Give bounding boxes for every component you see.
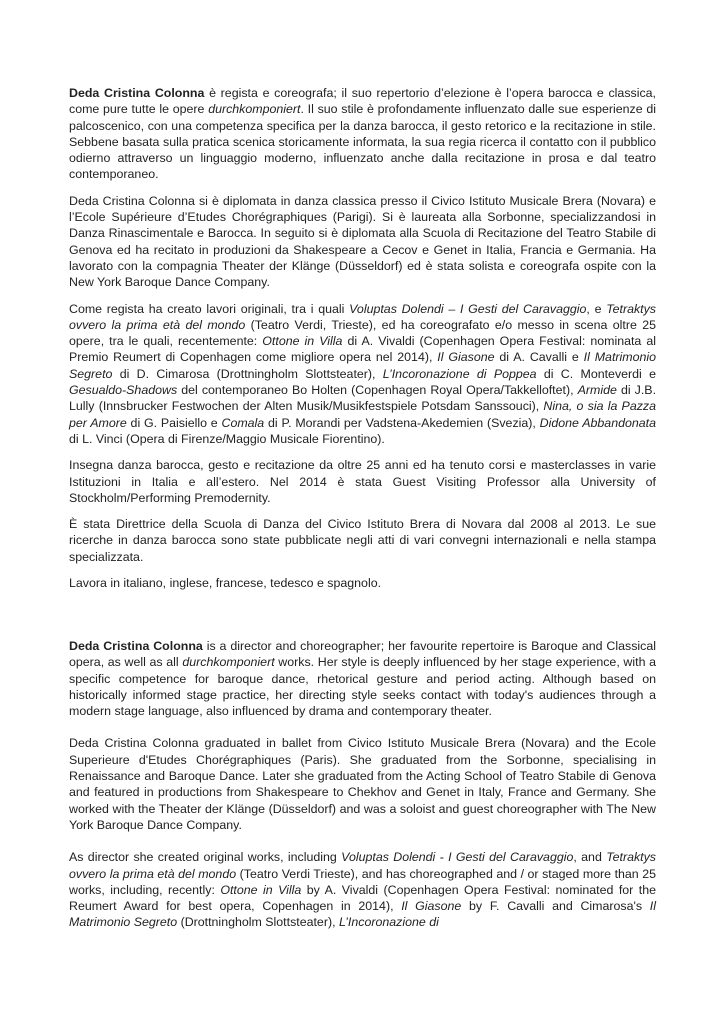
italic-title: Tetraktys ovvero la prima età del mondo — [69, 850, 656, 881]
italic-title: Ottone in Villa — [262, 334, 343, 349]
italic-title: Ottone in Villa — [220, 882, 302, 897]
text-run: , e — [586, 301, 607, 316]
text-run: works. Her style is deeply influenced by her stage experience, with a specific competence for baroque dance, rhetorical gesture and period acting. Although based on historically informed stage practice, her directing style seeks contact with today's audiences through a modern stage language, also influenced by drama and contemporary theater. — [69, 655, 657, 719]
text-run: Insegna danza barocca, gesto e recitazione da oltre 25 anni ed ha tenuto corsi e masterclasses in varie Istituzioni in Italia e all’estero. Nel 2014 è stata Guest Visiting Professor alla University of Stockholm/Performing Premodernity. — [69, 458, 656, 505]
text-run: (Teatro Verdi Trieste), and has choreographed and / or staged more than 25 works, including, recently: — [69, 866, 656, 897]
italic-title: Il Matrimonio Segreto — [69, 899, 656, 930]
italic-title: Comala — [221, 415, 265, 430]
italic-title: Tetraktys ovvero la prima età del mondo — [69, 301, 656, 332]
text-run: di D. Cimarosa (Drottningholm Slottsteater), — [112, 366, 383, 381]
text-run: di J.B. Lully (Innsbrucker Festwochen der Alten Musik/Musikfestspiele Potsdam Sanssouci), — [69, 383, 657, 414]
bold-name: Deda Cristina Colonna — [69, 86, 205, 100]
italic-title: L’Incoronazione di — [338, 915, 439, 930]
italic-title: Il Matrimonio Segreto — [69, 350, 657, 381]
text-run: è regista e coreografa; il suo repertorio d’elezione è l’opera barocca e classica, come pure tutte le opere — [69, 86, 656, 117]
italian-bio-paragraph-3 — [69, 301, 656, 448]
italian-bio-paragraph-1 — [69, 85, 656, 183]
text-run: by F. Cavalli and Cimarosa's — [461, 899, 650, 914]
italic-title: Armide — [577, 383, 617, 398]
italic-title: durchkomponiert — [182, 655, 275, 670]
text-run: È stata Direttrice della Scuola di Danza del Civico Istituto Brera di Novara dal 2008 al 2013. Le sue ricerche in danza barocca sono state pubblicate negli atti di vari convegni internazionali e nella stampa specializzata. — [69, 517, 656, 564]
text-run: , and — [573, 850, 607, 865]
italian-bio-paragraph-4 — [69, 457, 656, 506]
text-run: (Teatro Verdi, Trieste), ed ha coreografato e/o messo in scena oltre 25 opere, tra le quali, recentemente: — [69, 317, 656, 349]
bold-name: Deda Cristina Colonna — [69, 639, 203, 653]
text-run: di A. Cavalli e — [494, 350, 584, 365]
italic-title: L’Incoronazione di Poppea — [382, 366, 537, 381]
text-run: del contemporaneo Bo Holten (Copenhagen Royal Opera/Takkelloftet), — [177, 383, 578, 398]
text-run: Deda Cristina Colonna si è diplomata in danza classica presso il Civico Istituto Musicale Brera (Novara) e l’Ecole Supérieure d’Etudes Chorégraphiques (Parigi). Si è laureata alla Sorbonne, specializzandosi in Danza Rinascimentale e Barocca. In seguito si è diplomata alla Scuola di Recitazione del Teatro Stabile di Genova ed ha recitato in produzioni da Shakespeare a Cecov e Genet in Italia, Francia e Germania. Ha lavorato con la compagnia Theater der Klänge (Düsseldorf) ed è stata solista e coreografa ospite con la New York Baroque Dance Company. — [69, 193, 656, 290]
text-run: (Drottningholm Slottsteater), — [177, 915, 339, 930]
text-run: As director she created original works, including — [69, 850, 342, 865]
italic-title: durchkomponiert — [208, 102, 301, 117]
text-run: di P. Morandi per Vadstena-Akedemien (Svezia), — [264, 415, 540, 430]
text-run: di G. Paisiello e — [126, 415, 222, 430]
text-run: Come regista ha creato lavori originali, tra i quali — [69, 301, 350, 316]
italic-title: Il Giasone — [437, 350, 495, 365]
english-bio-paragraph-2 — [69, 735, 656, 833]
italic-title: Didone Abbandonata — [539, 415, 656, 430]
italian-bio-paragraph-2 — [69, 193, 656, 291]
text-run: is a director and choreographer; her favourite repertoire is Baroque and Classical opera, as well as all — [69, 639, 656, 670]
text-run: by A. Vivaldi (Copenhagen Opera Festival: nominated for the Reumert Award for best opera, Copenhagen in 2014), — [69, 882, 656, 914]
text-run: di L. Vinci (Opera di Firenze/Maggio Musicale Fiorentino). — [69, 431, 385, 446]
italic-title: Nina, o sia la Pazza per Amore — [69, 399, 656, 430]
italic-title: Voluptas Dolendi – I Gesti del Caravaggio — [349, 301, 587, 316]
english-bio-section — [69, 638, 656, 947]
english-bio-paragraph-1 — [69, 638, 656, 719]
italic-title: Voluptas Dolendi - I Gesti del Caravaggio — [341, 850, 574, 865]
text-run: di C. Monteverdi e — [536, 366, 656, 381]
italian-bio-paragraph-5 — [69, 516, 656, 565]
text-run: . Il suo stile è profondamente influenzato dalle sue esperienze di palcoscenico, con una competenza specifica per la danza barocca, il gesto retorico e la recitazione in stile. Sebbene basata sulla pratica scenica storicamente informata, la sua regia ricerca il contatto con il pubblico odierno attraverso un linguaggio moderno, influenzato anche dalla recitazione in prosa e dal teatro contemporaneo. — [69, 102, 656, 182]
text-run: di A. Vivaldi (Copenhagen Opera Festival: nominata al Premio Reumert di Copenhagen come migliore opera nel 2014), — [69, 334, 657, 365]
text-run: Deda Cristina Colonna graduated in ballet from Civico Istituto Musicale Brera (Novara) and the Ecole Superieure d'Etudes Chorégraphiques (Paris). She graduated from the Sorbonne, specialising in Renaissance and Baroque Dance. Later she graduated from the Acting School of Teatro Stabile di Genova and featured in productions from Shakespeare to Chekhov and Genet in Italy, France and Germany. She worked with the Theater der Klänge (Düsseldorf) and was a soloist and guest choreographer with The New York Baroque Dance Company. — [69, 736, 656, 832]
italic-title: Il Giasone — [401, 899, 462, 914]
english-bio-paragraph-3 — [69, 849, 656, 930]
italian-bio-paragraph-6 — [69, 575, 656, 591]
text-run: Lavora in italiano, inglese, francese, tedesco e spagnolo. — [69, 576, 382, 591]
italian-bio-section — [69, 85, 656, 601]
italic-title: Gesualdo-Shadows — [69, 383, 178, 398]
